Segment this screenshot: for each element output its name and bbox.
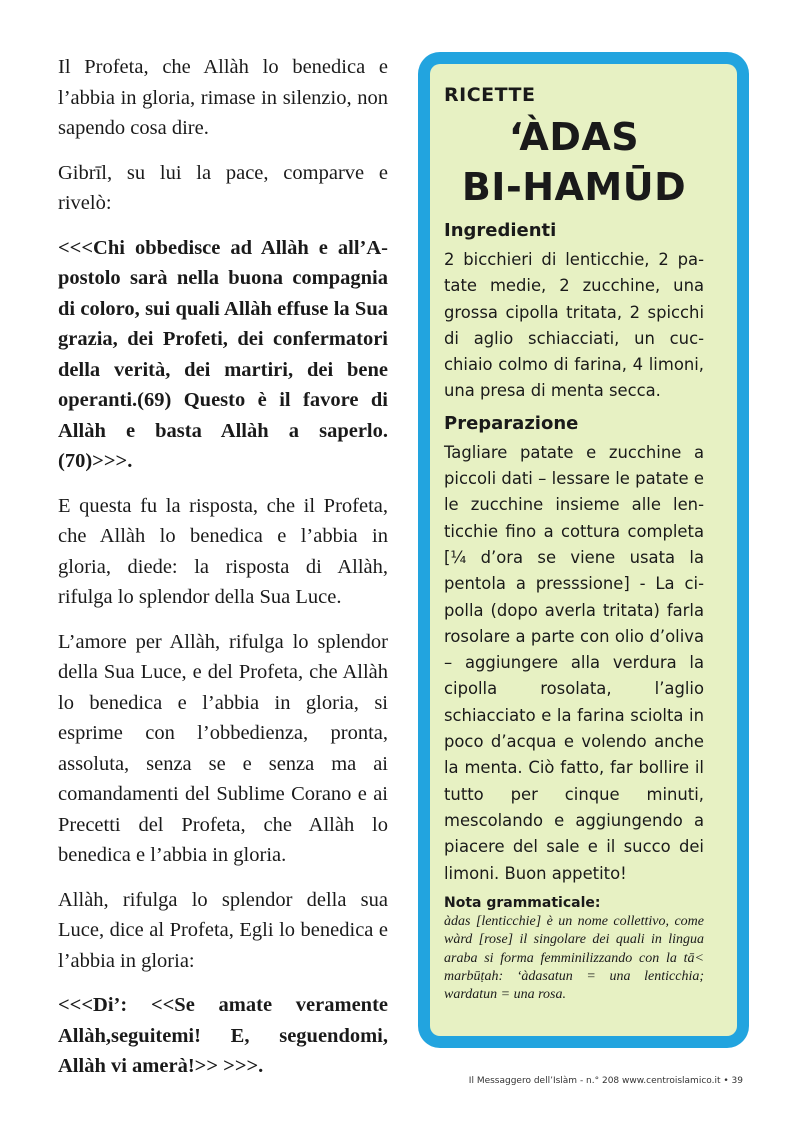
note-text: àdas [lenticchie] è un nome collettivo, come wàrd [rose] il singolare dei quali in lingua araba si forma femminilizzando con la tā< marbūṭah: ‘àdasatun = una lenticchia; wardatun = una rosa. [444,913,704,1003]
paragraph-4: E questa fu la risposta, che il Profeta, che Allàh lo benedica e l’abbia in gloria, diede: la risposta di Allàh, rifulga lo splendor della Sua Luce. [58,494,388,608]
recipe-content [444,76,704,1005]
page-footer: Il Messaggero dell’Islàm - n.° 208 www.centroislamico.it • 39 [468,1076,743,1086]
paragraph-6: Allàh, rifulga lo splendor della sua Luce, dice al Profeta, Egli lo benedica e l’abbia in gloria: [58,888,388,972]
main-text-column [58,52,388,1096]
preparation-heading: Preparazione [444,412,579,434]
paragraph-5: L’amore per Allàh, rifulga lo splendor della Sua Luce, e del Profeta, che Allàh lo benedica e l’abbia in gloria, si esprime con l’obbedienza, pronta, assoluta, senza se e senza ma ai comandamenti del Sublime Corano e ai Precetti del Profeta, che Allàh lo benedica e l’abbia in gloria. [58,630,388,866]
quran-quote-2: <<<Di’: <<Se amate veramente Allàh,seguitemi! E, seguendomi, Allàh vi amerà!>> >>>. [58,994,388,1077]
recipe-title [444,112,704,212]
note-heading: Nota grammaticale: [444,894,601,911]
recipe-box [418,52,749,1048]
preparation-text: Tagliare patate e zucchine a piccoli dati – lessare le patate e le zucchine insieme alle lenticchie fino a cottura completa [¼ d’ora se viene usata la pentola a presssione] - La cipolla (dopo averla tritata) farla rosolare a parte con olio d’oliva – aggiungere alla verdura la cipolla rosolata, l’aglio schiacciato e la farina sciolta in poco d’acqua e volendo anche la menta. Ciò fatto, far bollire il tutto per cinque minuti, mescolando e aggiungendo a piacere del sale e il succo dei limoni. Buon appetito! [444,442,704,883]
recipe-title-line-2: BI-HAMŪD [461,165,687,209]
paragraph-2: Gibrīl, su lui la pace, comparve e rivelò: [58,161,388,214]
recipe-title-line-1: ‘ÀDAS [508,115,640,159]
ingredients-text: 2 bicchieri di lenticchie, 2 patate medie, 2 zucchine, una grossa cipolla tritata, 2 spicchi di aglio schiacciati, un cucchiaio colmo di farina, 4 limoni, una presa di menta secca. [444,250,704,401]
recipe-kicker: RICETTE [444,84,536,106]
quran-quote-1: <<<Chi obbedisce ad Allàh e all’Apostolo sarà nella buona compagnia di coloro, sui quali Allàh effuse la Sua grazia, dei Profeti, dei confermatori della verità, dei martiri, dei bene operanti.(69) Questo è il favore di Allàh e basta Allàh a saperlo. (70)>>>. [58,236,388,472]
paragraph-1: Il Profeta, che Allàh lo benedica e l’abbia in gloria, rimase in silenzio, non sapendo cosa dire. [58,56,388,139]
ingredients-heading: Ingredienti [444,220,557,241]
